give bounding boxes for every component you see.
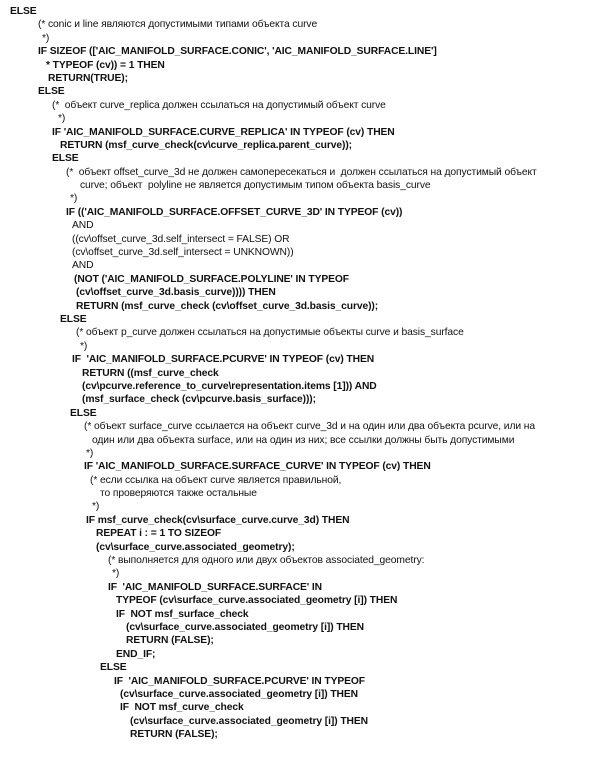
code-line: *) bbox=[70, 193, 78, 205]
code-line: RETURN (msf_curve_check (cv\offset_curve_3d.basis_curve)); bbox=[76, 300, 379, 312]
code-line: ELSE bbox=[60, 313, 87, 325]
code-line: IF 'AIC_MANIFOLD_SURFACE.SURFACE_CURVE' IN TYPEOF (cv) THEN bbox=[84, 461, 431, 473]
code-line: (* conic и line являются допустимыми типами объекта curve bbox=[38, 19, 318, 31]
code-line: один или два объекта surface, или на один из них; все ссылки должны быть допустимыми bbox=[92, 434, 515, 446]
code-line: (cv\surface_curve.associated_geometry [i]) THEN bbox=[126, 621, 364, 633]
code-line: ((cv\offset_curve_3d.self_intersect = FALSE) OR bbox=[72, 233, 290, 245]
code-line: *) bbox=[86, 447, 94, 459]
code-line: (cv\offset_curve_3d.basis_curve)))) THEN bbox=[76, 287, 276, 299]
code-line: (* объект offset_curve_3d не должен самопересекаться и должен ссылаться на допустимый объект bbox=[66, 166, 537, 178]
code-line: RETURN (FALSE); bbox=[130, 729, 218, 741]
code-line: *) bbox=[58, 113, 66, 125]
code-line: (cv\surface_curve.associated_geometry [i]) THEN bbox=[130, 715, 368, 727]
code-line: (* объект curve_replica должен ссылаться на допустимый объект curve bbox=[52, 99, 386, 111]
code-line: *) bbox=[112, 568, 120, 580]
code-line: (* объект p_curve должен ссылаться на допустимые объекты curve и basis_surface bbox=[76, 327, 464, 339]
code-line: REPEAT i : = 1 TO SIZEOF bbox=[96, 528, 222, 540]
code-line: RETURN(TRUE); bbox=[48, 72, 128, 84]
code-line: IF SIZEOF (['AIC_MANIFOLD_SURFACE.CONIC', 'AIC_MANIFOLD_SURFACE.LINE'] bbox=[38, 46, 437, 58]
code-line: IF NOT msf_curve_check bbox=[120, 702, 244, 714]
code-line: END_IF; bbox=[116, 648, 156, 660]
code-line: ELSE bbox=[70, 407, 97, 419]
code-line: IF 'AIC_MANIFOLD_SURFACE.PCURVE' IN TYPEOF (cv) THEN bbox=[72, 354, 375, 366]
code-line: IF 'AIC_MANIFOLD_SURFACE.CURVE_REPLICA' IN TYPEOF (cv) THEN bbox=[52, 126, 395, 138]
code-line: (cv\pcurve.reference_to_curve\representation.items [1])) AND bbox=[82, 380, 377, 392]
code-line: *) bbox=[80, 340, 88, 352]
code-line: IF 'AIC_MANIFOLD_SURFACE.PCURVE' IN TYPEOF bbox=[114, 675, 365, 687]
code-line: *) bbox=[92, 501, 100, 513]
code-line: TYPEOF (cv\surface_curve.associated_geometry [i]) THEN bbox=[116, 595, 398, 607]
code-line: ELSE bbox=[38, 86, 65, 98]
code-line: AND bbox=[72, 220, 94, 232]
code-line: (* выполняется для одного или двух объектов associated_geometry: bbox=[108, 555, 425, 567]
code-line: *) bbox=[42, 32, 50, 44]
code-line: (cv\surface_curve.associated_geometry); bbox=[96, 541, 295, 553]
code-line: (NOT ('AIC_MANIFOLD_SURFACE.POLYLINE' IN TYPEOF bbox=[74, 273, 349, 285]
code-line: ELSE bbox=[52, 153, 79, 165]
code-line: RETURN (FALSE); bbox=[126, 635, 214, 647]
code-line: IF 'AIC_MANIFOLD_SURFACE.SURFACE' IN bbox=[108, 581, 323, 593]
code-line: (msf_surface_check (cv\pcurve.basis_surface))); bbox=[82, 394, 316, 406]
code-line: IF NOT msf_surface_check bbox=[116, 608, 249, 620]
code-line: то проверяются также остальные bbox=[100, 488, 257, 500]
code-line: (cv\surface_curve.associated_geometry [i]) THEN bbox=[120, 688, 358, 700]
code-line: curve; объект polyline не является допустимым типом объекта basis_curve bbox=[80, 180, 431, 192]
code-line: * TYPEOF (cv)) = 1 THEN bbox=[46, 59, 165, 71]
code-line: ELSE bbox=[10, 6, 37, 17]
code-listing bbox=[0, 5, 605, 741]
code-line: IF msf_curve_check(cv\surface_curve.curve_3d) THEN bbox=[86, 514, 350, 526]
code-line: RETURN (msf_curve_check(cv\curve_replica.parent_curve)); bbox=[60, 139, 352, 151]
code-line: (* объект surface_curve ссылается на объект curve_3d и на один или два объекта pcurve, или на bbox=[84, 421, 535, 433]
code-line: RETURN ((msf_curve_check bbox=[82, 367, 219, 379]
code-line: (* если ссылка на объект curve является правильной, bbox=[90, 474, 342, 486]
code-line: (cv\offset_curve_3d.self_intersect = UNKNOWN)) bbox=[72, 247, 294, 259]
code-line: ELSE bbox=[100, 662, 127, 674]
code-line: IF (('AIC_MANIFOLD_SURFACE.OFFSET_CURVE_3D' IN TYPEOF (cv)) bbox=[66, 206, 403, 218]
code-line: AND bbox=[72, 260, 94, 272]
